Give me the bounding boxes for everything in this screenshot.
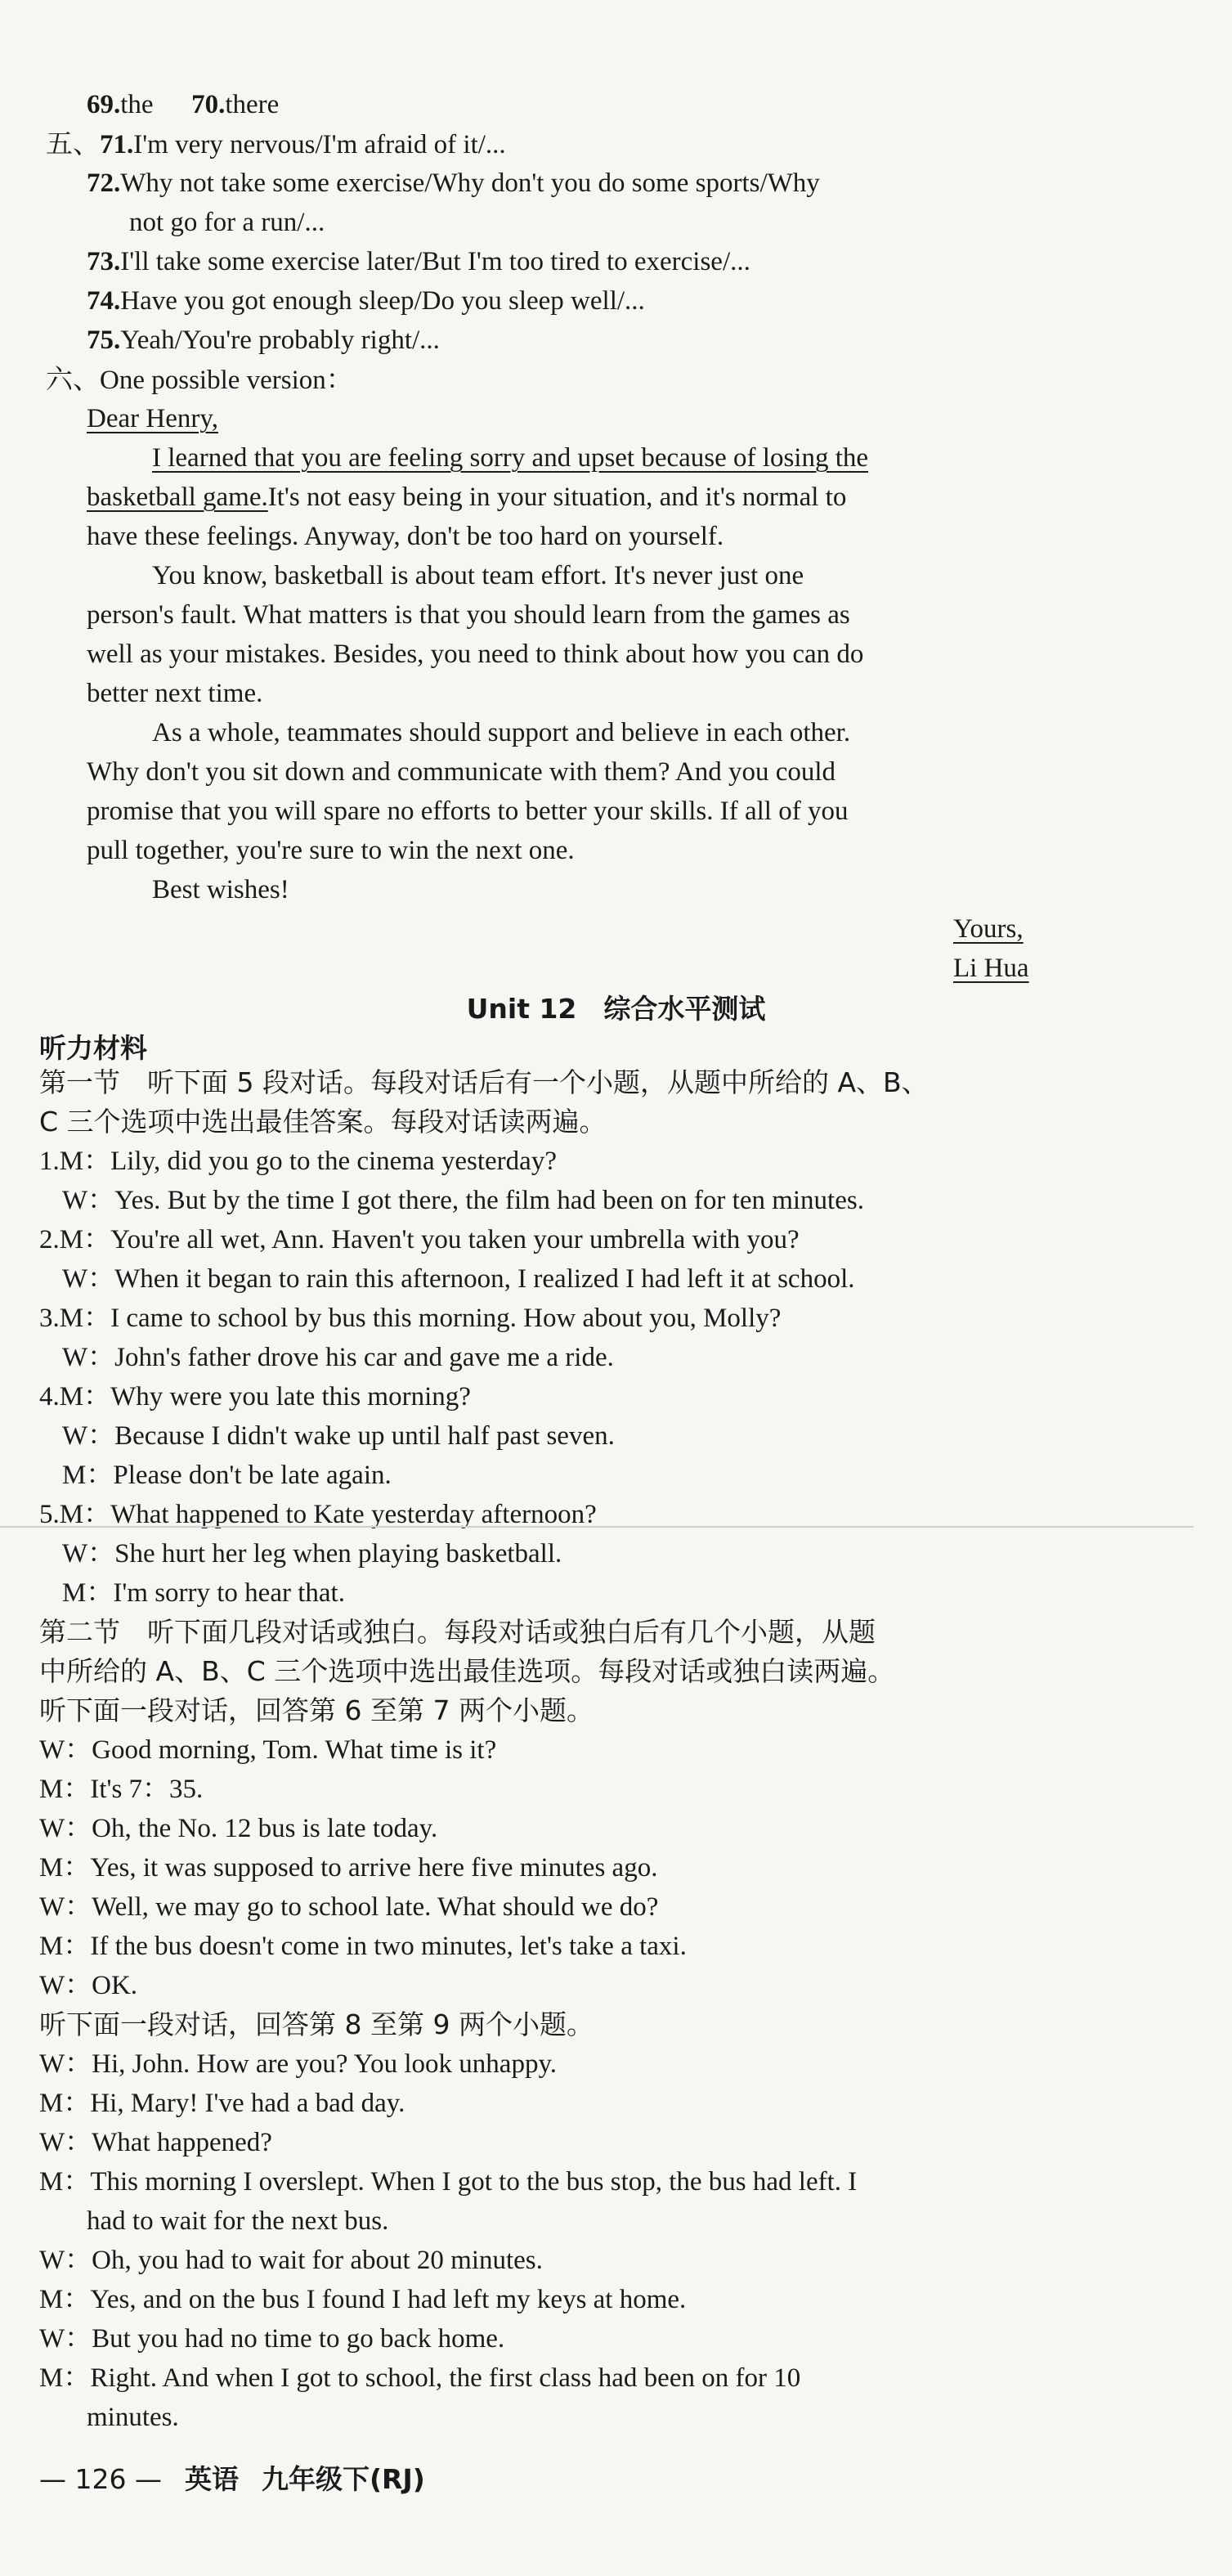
dialogue-5-m2: M：I'm sorry to hear that. xyxy=(62,1578,345,1608)
letter-p1-line2 xyxy=(87,479,846,515)
dialogue-4-m: 4.M：Why were you late this morning? xyxy=(39,1382,471,1411)
letter-p2-line3: well as your mistakes. Besides, you need to think about how you can do xyxy=(87,640,864,669)
section2-instructions-1: 第二节 听下面几段对话或独白。每段对话或独白后有几个小题，从题 xyxy=(39,1616,876,1648)
section-prefix: 五、 xyxy=(46,128,100,159)
conversation-line: W：Oh, you had to wait for about 20 minutes. xyxy=(39,2246,543,2275)
answer-72-cont: not go for a run/... xyxy=(129,208,325,237)
section-six xyxy=(46,361,353,398)
answer-74 xyxy=(87,283,645,319)
dialogue-3-w: W：John's father drove his car and gave me a ride. xyxy=(62,1343,614,1372)
dialogue-3-m: 3.M：I came to school by bus this morning. How about you, Molly? xyxy=(39,1304,782,1333)
letter-underlined: basketball game. xyxy=(87,482,268,512)
answer-text: I'll take some exercise later/But I'm too tired to exercise/... xyxy=(120,247,750,276)
listening-material-heading: 听力材料 xyxy=(39,1032,147,1064)
fold-line xyxy=(0,1526,1194,1528)
dialogue-1-m: 1.M：Lily, did you go to the cinema yesterday? xyxy=(39,1147,557,1176)
section1-instructions-1: 第一节 听下面 5 段对话。每段对话后有一个小题，从题中所给的 A、B、 xyxy=(39,1066,929,1098)
conversation-line: W：Hi, John. How are you? You look unhappy. xyxy=(39,2049,558,2079)
dialogue-5-w: W：She hurt her leg when playing basketball. xyxy=(62,1539,562,1568)
answer-number: 69. xyxy=(87,90,121,119)
letter-text: It's not easy being in your situation, and it's normal to xyxy=(267,482,847,512)
section1-instructions-2: C 三个选项中选出最佳答案。每段对话读两遍。 xyxy=(39,1106,607,1138)
conversation-line: W：OK. xyxy=(39,1971,138,2000)
dialogue-2-w: W：When it began to rain this afternoon, I realized I had left it at school. xyxy=(62,1264,855,1294)
dialogue-1-w: W：Yes. But by the time I got there, the film had been on for ten minutes. xyxy=(62,1186,864,1215)
conversation-line: W：Oh, the No. 12 bus is late today. xyxy=(39,1814,438,1843)
section-text: One possible version： xyxy=(100,366,353,395)
letter-closing: Best wishes! xyxy=(152,875,289,904)
letter-greeting: Dear Henry, xyxy=(87,404,218,433)
letter-p3-line4: pull together, you're sure to win the next one. xyxy=(87,836,575,865)
conversation-line: M：Yes, and on the bus I found I had left my keys at home. xyxy=(39,2285,687,2314)
answer-69-70 xyxy=(87,87,279,123)
conversation-line: M：It's 7：35. xyxy=(39,1775,204,1804)
letter-sign-name: Li Hua xyxy=(953,954,1029,983)
conversation-line: M：Yes, it was supposed to arrive here five minutes ago. xyxy=(39,1853,658,1883)
footer-subject: 英语 xyxy=(184,2463,239,2495)
footer-grade: 九年级下(RJ) xyxy=(261,2463,425,2495)
section2-instructions-2: 中所给的 A、B、C 三个选项中选出最佳选项。每段对话或独白读两遍。 xyxy=(39,1655,895,1687)
conversation-line: M：If the bus doesn't come in two minutes, let's take a taxi. xyxy=(39,1932,687,1961)
unit-title: Unit 12 综合水平测试 xyxy=(466,993,766,1025)
letter-p3-line1: As a whole, teammates should support and believe in each other. xyxy=(152,718,851,747)
conversation-line-cont: minutes. xyxy=(87,2403,179,2432)
answer-75 xyxy=(87,322,440,358)
answer-number: 74. xyxy=(87,286,121,316)
conversation-line-cont: had to wait for the next bus. xyxy=(87,2206,389,2236)
letter-p2-line2: person's fault. What matters is that you should learn from the games as xyxy=(87,600,850,630)
answer-number: 71. xyxy=(100,130,134,159)
conversation-line: W：Well, we may go to school late. What should we do? xyxy=(39,1892,659,1922)
conversation-line: M：Hi, Mary! I've had a bad day. xyxy=(39,2089,405,2118)
answer-text: I'm very nervous/I'm afraid of it/... xyxy=(133,130,506,159)
page-footer xyxy=(39,2458,425,2497)
answer-number: 70. xyxy=(191,90,226,119)
conversation-line: M：Right. And when I got to school, the first class had been on for 10 xyxy=(39,2363,801,2393)
answer-text: Why not take some exercise/Why don't you do some sports/Why xyxy=(120,168,820,198)
letter-p3-line2: Why don't you sit down and communicate with them? And you could xyxy=(87,757,836,787)
dialogue-4-w: W：Because I didn't wake up until half past seven. xyxy=(62,1421,615,1451)
conversation-line: W：What happened? xyxy=(39,2128,272,2157)
letter-p2-line1: You know, basketball is about team effort. It's never just one xyxy=(152,561,804,590)
answer-text: Yeah/You're probably right/... xyxy=(120,325,440,355)
dialogue-4-m2: M：Please don't be late again. xyxy=(62,1461,392,1490)
letter-p1-line1: I learned that you are feeling sorry and upset because of losing the xyxy=(152,443,869,473)
questions-8-9-heading: 听下面一段对话，回答第 8 至第 9 两个小题。 xyxy=(39,2008,594,2040)
letter-p3-line3: promise that you will spare no efforts to better your skills. If all of you xyxy=(87,797,849,826)
answer-text: Have you got enough sleep/Do you sleep well/... xyxy=(120,286,645,316)
dialogue-2-m: 2.M：You're all wet, Ann. Haven't you taken your umbrella with you? xyxy=(39,1225,800,1254)
answer-text: the xyxy=(120,90,154,119)
page-number: — 126 — xyxy=(39,2463,162,2495)
letter-p2-line4: better next time. xyxy=(87,679,263,708)
conversation-line: W：Good morning, Tom. What time is it? xyxy=(39,1735,497,1765)
answer-72 xyxy=(87,165,820,201)
answer-text: there xyxy=(225,90,280,119)
answer-71 xyxy=(46,126,506,163)
answer-number: 72. xyxy=(87,168,121,198)
conversation-line: W：But you had no time to go back home. xyxy=(39,2324,505,2354)
questions-6-7-heading: 听下面一段对话，回答第 6 至第 7 两个小题。 xyxy=(39,1694,594,1726)
answer-number: 73. xyxy=(87,247,121,276)
conversation-line: M：This morning I overslept. When I got to the bus stop, the bus had left. I xyxy=(39,2167,858,2197)
letter-p1-line3: have these feelings. Anyway, don't be too hard on yourself. xyxy=(87,522,724,551)
letter-sign-yours: Yours, xyxy=(953,914,1024,944)
answer-73 xyxy=(87,244,750,280)
dialogue-5-m: 5.M：What happened to Kate yesterday afternoon? xyxy=(39,1500,597,1529)
answer-number: 75. xyxy=(87,325,121,355)
section-prefix: 六、 xyxy=(46,363,100,395)
